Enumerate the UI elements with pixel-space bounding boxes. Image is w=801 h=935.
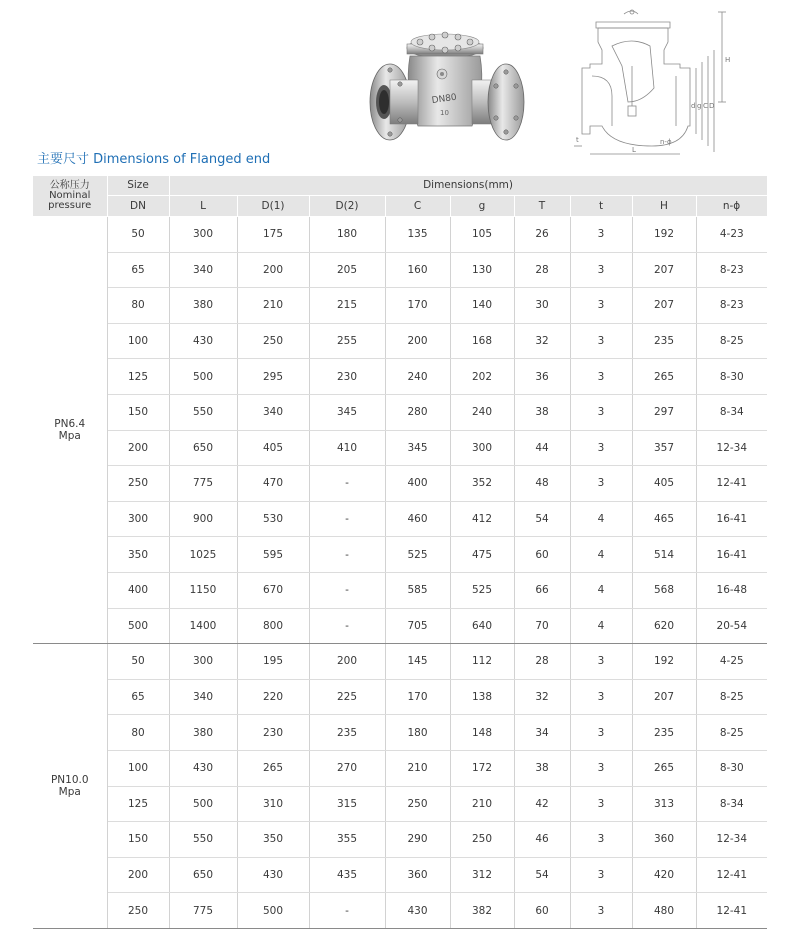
table-cell: 38 xyxy=(514,394,570,430)
table-cell: 16-41 xyxy=(696,537,767,573)
table-cell: 525 xyxy=(385,537,450,573)
table-cell: 207 xyxy=(632,679,696,715)
table-cell: 220 xyxy=(237,679,309,715)
table-cell: 355 xyxy=(309,822,385,858)
table-row xyxy=(33,501,767,537)
table-cell: 125 xyxy=(107,786,169,822)
table-cell: 650 xyxy=(169,430,237,466)
table-cell: 585 xyxy=(385,572,450,608)
table-cell: 202 xyxy=(450,359,514,395)
table-cell: 207 xyxy=(632,288,696,324)
table-cell: 42 xyxy=(514,786,570,822)
table-cell: 360 xyxy=(632,822,696,858)
table-row xyxy=(33,252,767,288)
table-cell: 315 xyxy=(309,786,385,822)
table-cell: 250 xyxy=(107,893,169,929)
table-cell: 28 xyxy=(514,644,570,680)
table-cell: 195 xyxy=(237,644,309,680)
table-cell: 225 xyxy=(309,679,385,715)
table-cell: 480 xyxy=(632,893,696,929)
table-cell: 32 xyxy=(514,679,570,715)
table-cell: 240 xyxy=(450,394,514,430)
table-cell: 8-25 xyxy=(696,715,767,751)
table-cell: 300 xyxy=(169,217,237,253)
table-cell: 250 xyxy=(385,786,450,822)
table-cell: 235 xyxy=(632,323,696,359)
table-cell: 3 xyxy=(570,715,632,751)
size-header: Size xyxy=(107,176,169,196)
dimensions-header: Dimensions(mm) xyxy=(169,176,767,196)
table-cell: 470 xyxy=(237,466,309,502)
table-cell: 54 xyxy=(514,857,570,893)
table-cell: 160 xyxy=(385,252,450,288)
table-cell: 3 xyxy=(570,857,632,893)
table-cell: - xyxy=(309,893,385,929)
table-cell: 230 xyxy=(237,715,309,751)
table-cell: 34 xyxy=(514,715,570,751)
table-cell: 4 xyxy=(570,501,632,537)
table-cell: 65 xyxy=(107,679,169,715)
table-cell: 32 xyxy=(514,323,570,359)
column-header: g xyxy=(450,196,514,217)
table-cell: 12-34 xyxy=(696,822,767,858)
table-cell: 775 xyxy=(169,466,237,502)
pressure-label-en-1: Nominal xyxy=(49,190,91,201)
table-cell: - xyxy=(309,572,385,608)
table-cell: 112 xyxy=(450,644,514,680)
table-cell: 8-34 xyxy=(696,394,767,430)
table-cell: 3 xyxy=(570,288,632,324)
table-cell: 475 xyxy=(450,537,514,573)
table-cell: 235 xyxy=(309,715,385,751)
table-row xyxy=(33,857,767,893)
drawing-label-g: g xyxy=(697,102,702,110)
table-cell: 54 xyxy=(514,501,570,537)
table-cell: 405 xyxy=(632,466,696,502)
table-row xyxy=(33,394,767,430)
table-cell: 250 xyxy=(450,822,514,858)
column-header: C xyxy=(385,196,450,217)
column-header: D(2) xyxy=(309,196,385,217)
table-cell: 705 xyxy=(385,608,450,644)
table-cell: 290 xyxy=(385,822,450,858)
table-cell: 357 xyxy=(632,430,696,466)
table-cell: 550 xyxy=(169,822,237,858)
table-cell: 105 xyxy=(450,217,514,253)
table-cell: 200 xyxy=(107,857,169,893)
table-cell: 207 xyxy=(632,252,696,288)
table-cell: 312 xyxy=(450,857,514,893)
table-cell: 215 xyxy=(309,288,385,324)
table-cell: 100 xyxy=(107,750,169,786)
table-cell: 100 xyxy=(107,323,169,359)
table-cell: 265 xyxy=(632,750,696,786)
drawing-label-h: H xyxy=(725,56,731,64)
table-cell: 46 xyxy=(514,822,570,858)
table-cell: 70 xyxy=(514,608,570,644)
table-cell: 8-25 xyxy=(696,323,767,359)
table-cell: 8-30 xyxy=(696,750,767,786)
table-row xyxy=(33,466,767,502)
column-header: T xyxy=(514,196,570,217)
table-row xyxy=(33,537,767,573)
table-cell: 66 xyxy=(514,572,570,608)
table-cell: 4-23 xyxy=(696,217,767,253)
header-row-2 xyxy=(33,196,767,217)
table-cell: 297 xyxy=(632,394,696,430)
table-cell: 145 xyxy=(385,644,450,680)
table-cell: 148 xyxy=(450,715,514,751)
table-cell: 295 xyxy=(237,359,309,395)
table-cell: 3 xyxy=(570,750,632,786)
table-cell: 135 xyxy=(385,217,450,253)
table-cell: 430 xyxy=(169,323,237,359)
table-cell: 265 xyxy=(237,750,309,786)
table-row xyxy=(33,608,767,644)
table-cell: 210 xyxy=(385,750,450,786)
table-row xyxy=(33,750,767,786)
table-row xyxy=(33,288,767,324)
table-cell: 3 xyxy=(570,430,632,466)
table-cell: 3 xyxy=(570,822,632,858)
table-cell: 310 xyxy=(237,786,309,822)
pressure-label-cn: 公称压力 xyxy=(49,180,90,191)
table-cell: 412 xyxy=(450,501,514,537)
table-cell: 775 xyxy=(169,893,237,929)
table-cell: 28 xyxy=(514,252,570,288)
table-row xyxy=(33,786,767,822)
pressure-unit: Mpa xyxy=(58,786,81,798)
table-cell: 80 xyxy=(107,715,169,751)
table-cell: 3 xyxy=(570,679,632,715)
table-cell: 352 xyxy=(450,466,514,502)
table-cell: 250 xyxy=(107,466,169,502)
table-row xyxy=(33,572,767,608)
table-cell: 280 xyxy=(385,394,450,430)
table-cell: 3 xyxy=(570,394,632,430)
table-cell: 430 xyxy=(385,893,450,929)
table-cell: 3 xyxy=(570,893,632,929)
table-cell: 3 xyxy=(570,217,632,253)
table-cell: 514 xyxy=(632,537,696,573)
table-cell: 4-25 xyxy=(696,644,767,680)
table-cell: 8-23 xyxy=(696,288,767,324)
table-cell: 568 xyxy=(632,572,696,608)
table-cell: 345 xyxy=(385,430,450,466)
column-header: t xyxy=(570,196,632,217)
table-cell: 530 xyxy=(237,501,309,537)
table-cell: 8-34 xyxy=(696,786,767,822)
pressure-class: PN6.4 xyxy=(54,418,86,431)
table-cell: 8-30 xyxy=(696,359,767,395)
table-cell: 800 xyxy=(237,608,309,644)
pressure-unit: Mpa xyxy=(58,430,81,443)
table-cell: - xyxy=(309,537,385,573)
table-cell: 36 xyxy=(514,359,570,395)
table-cell: 30 xyxy=(514,288,570,324)
table-cell: 400 xyxy=(107,572,169,608)
table-row xyxy=(33,217,767,253)
table-cell: 4 xyxy=(570,572,632,608)
table-cell: 460 xyxy=(385,501,450,537)
table-cell: 26 xyxy=(514,217,570,253)
column-header: n-ϕ xyxy=(696,196,767,217)
table-cell: 313 xyxy=(632,786,696,822)
table-cell: 380 xyxy=(169,715,237,751)
table-body xyxy=(33,217,767,929)
pressure-group-cell xyxy=(33,217,107,644)
table-row xyxy=(33,822,767,858)
table-cell: 175 xyxy=(237,217,309,253)
table-cell: 12-41 xyxy=(696,466,767,502)
table-cell: 48 xyxy=(514,466,570,502)
table-cell: 640 xyxy=(450,608,514,644)
table-cell: 12-41 xyxy=(696,857,767,893)
table-cell: 200 xyxy=(107,430,169,466)
table-cell: 192 xyxy=(632,217,696,253)
column-header: H xyxy=(632,196,696,217)
table-cell: 200 xyxy=(385,323,450,359)
table-cell: 230 xyxy=(309,359,385,395)
table-row xyxy=(33,644,767,680)
table-cell: 210 xyxy=(237,288,309,324)
table-row xyxy=(33,679,767,715)
table-cell: 500 xyxy=(169,786,237,822)
table-cell: 420 xyxy=(632,857,696,893)
table-cell: 150 xyxy=(107,822,169,858)
section-title: 主要尺寸 Dimensions of Flanged end xyxy=(37,152,271,167)
table-cell: 300 xyxy=(107,501,169,537)
table-cell: 125 xyxy=(107,359,169,395)
table-cell: 3 xyxy=(570,252,632,288)
header-row-1 xyxy=(33,176,767,196)
column-header: DN xyxy=(107,196,169,217)
table-cell: 270 xyxy=(309,750,385,786)
drawing-label-c: C xyxy=(703,102,708,110)
table-cell: 3 xyxy=(570,466,632,502)
table-cell: 3 xyxy=(570,359,632,395)
table-cell: 172 xyxy=(450,750,514,786)
table-cell: 4 xyxy=(570,608,632,644)
table-cell: 140 xyxy=(450,288,514,324)
table-cell: 500 xyxy=(237,893,309,929)
table-cell: - xyxy=(309,466,385,502)
table-cell: 60 xyxy=(514,537,570,573)
table-cell: 12-34 xyxy=(696,430,767,466)
table-cell: 60 xyxy=(514,893,570,929)
table-cell: 12-41 xyxy=(696,893,767,929)
table-cell: 44 xyxy=(514,430,570,466)
table-cell: 265 xyxy=(632,359,696,395)
table-cell: 340 xyxy=(169,679,237,715)
table-cell: 50 xyxy=(107,644,169,680)
table-cell: 170 xyxy=(385,288,450,324)
table-cell: 620 xyxy=(632,608,696,644)
body-marking: DN80 xyxy=(431,92,458,107)
table-cell: 500 xyxy=(169,359,237,395)
table-cell: 500 xyxy=(107,608,169,644)
table-cell: 205 xyxy=(309,252,385,288)
drawing-label-n-phi: n-ϕ xyxy=(660,138,672,146)
table-cell: 405 xyxy=(237,430,309,466)
table-cell: 138 xyxy=(450,679,514,715)
table-cell: 340 xyxy=(237,394,309,430)
table-cell: 1400 xyxy=(169,608,237,644)
column-header: D(1) xyxy=(237,196,309,217)
table-cell: 16-48 xyxy=(696,572,767,608)
table-cell: 250 xyxy=(237,323,309,359)
table-cell: 300 xyxy=(169,644,237,680)
table-cell: 255 xyxy=(309,323,385,359)
table-cell: 3 xyxy=(570,644,632,680)
drawing-label-l: L xyxy=(632,146,636,154)
table-cell: 650 xyxy=(169,857,237,893)
table-cell: 210 xyxy=(450,786,514,822)
table-cell: 670 xyxy=(237,572,309,608)
table-cell: 4 xyxy=(570,537,632,573)
valve-photo xyxy=(360,22,530,162)
table-cell: 200 xyxy=(237,252,309,288)
table-row xyxy=(33,359,767,395)
table-row xyxy=(33,430,767,466)
table-cell: 345 xyxy=(309,394,385,430)
table-row xyxy=(33,893,767,929)
drawing-label-t: t xyxy=(576,136,579,144)
pressure-group-cell xyxy=(33,644,107,929)
table-cell: 168 xyxy=(450,323,514,359)
table-cell: 180 xyxy=(309,217,385,253)
table-cell: 38 xyxy=(514,750,570,786)
table-cell: 360 xyxy=(385,857,450,893)
table-cell: 595 xyxy=(237,537,309,573)
table-cell: 3 xyxy=(570,786,632,822)
table-cell: 170 xyxy=(385,679,450,715)
table-cell: 410 xyxy=(309,430,385,466)
table-cell: - xyxy=(309,501,385,537)
table-cell: 16-41 xyxy=(696,501,767,537)
table-row xyxy=(33,323,767,359)
pressure-class: PN10.0 xyxy=(50,774,89,786)
table-cell: 80 xyxy=(107,288,169,324)
table-cell: 130 xyxy=(450,252,514,288)
table-cell: 350 xyxy=(107,537,169,573)
table-cell: 340 xyxy=(169,252,237,288)
table-cell: 192 xyxy=(632,644,696,680)
dimensions-table xyxy=(33,176,768,929)
table-cell: 20-54 xyxy=(696,608,767,644)
table-cell: 900 xyxy=(169,501,237,537)
table-cell: 1150 xyxy=(169,572,237,608)
table-cell: 300 xyxy=(450,430,514,466)
table-cell: 465 xyxy=(632,501,696,537)
table-cell: 382 xyxy=(450,893,514,929)
valve-drawing xyxy=(572,6,740,156)
table-cell: 350 xyxy=(237,822,309,858)
table-cell: 65 xyxy=(107,252,169,288)
table-cell: 1025 xyxy=(169,537,237,573)
table-cell: 200 xyxy=(309,644,385,680)
column-header: L xyxy=(169,196,237,217)
table-cell: 435 xyxy=(309,857,385,893)
table-cell: 380 xyxy=(169,288,237,324)
table-row xyxy=(33,715,767,751)
nominal-pressure-header xyxy=(33,176,107,217)
table-cell: 525 xyxy=(450,572,514,608)
table-cell: 235 xyxy=(632,715,696,751)
drawing-label-d-outer: D xyxy=(709,102,715,110)
table-cell: 8-23 xyxy=(696,252,767,288)
table-cell: 400 xyxy=(385,466,450,502)
table-cell: 430 xyxy=(237,857,309,893)
drawing-label-d: d xyxy=(691,102,696,110)
table-cell: 3 xyxy=(570,323,632,359)
table-cell: 8-25 xyxy=(696,679,767,715)
table-cell: 150 xyxy=(107,394,169,430)
table-cell: - xyxy=(309,608,385,644)
pressure-label-en-2: pressure xyxy=(48,200,92,211)
body-marking-2: 10 xyxy=(440,109,449,117)
table-cell: 240 xyxy=(385,359,450,395)
table-cell: 180 xyxy=(385,715,450,751)
table-cell: 550 xyxy=(169,394,237,430)
table-cell: 430 xyxy=(169,750,237,786)
table-cell: 50 xyxy=(107,217,169,253)
